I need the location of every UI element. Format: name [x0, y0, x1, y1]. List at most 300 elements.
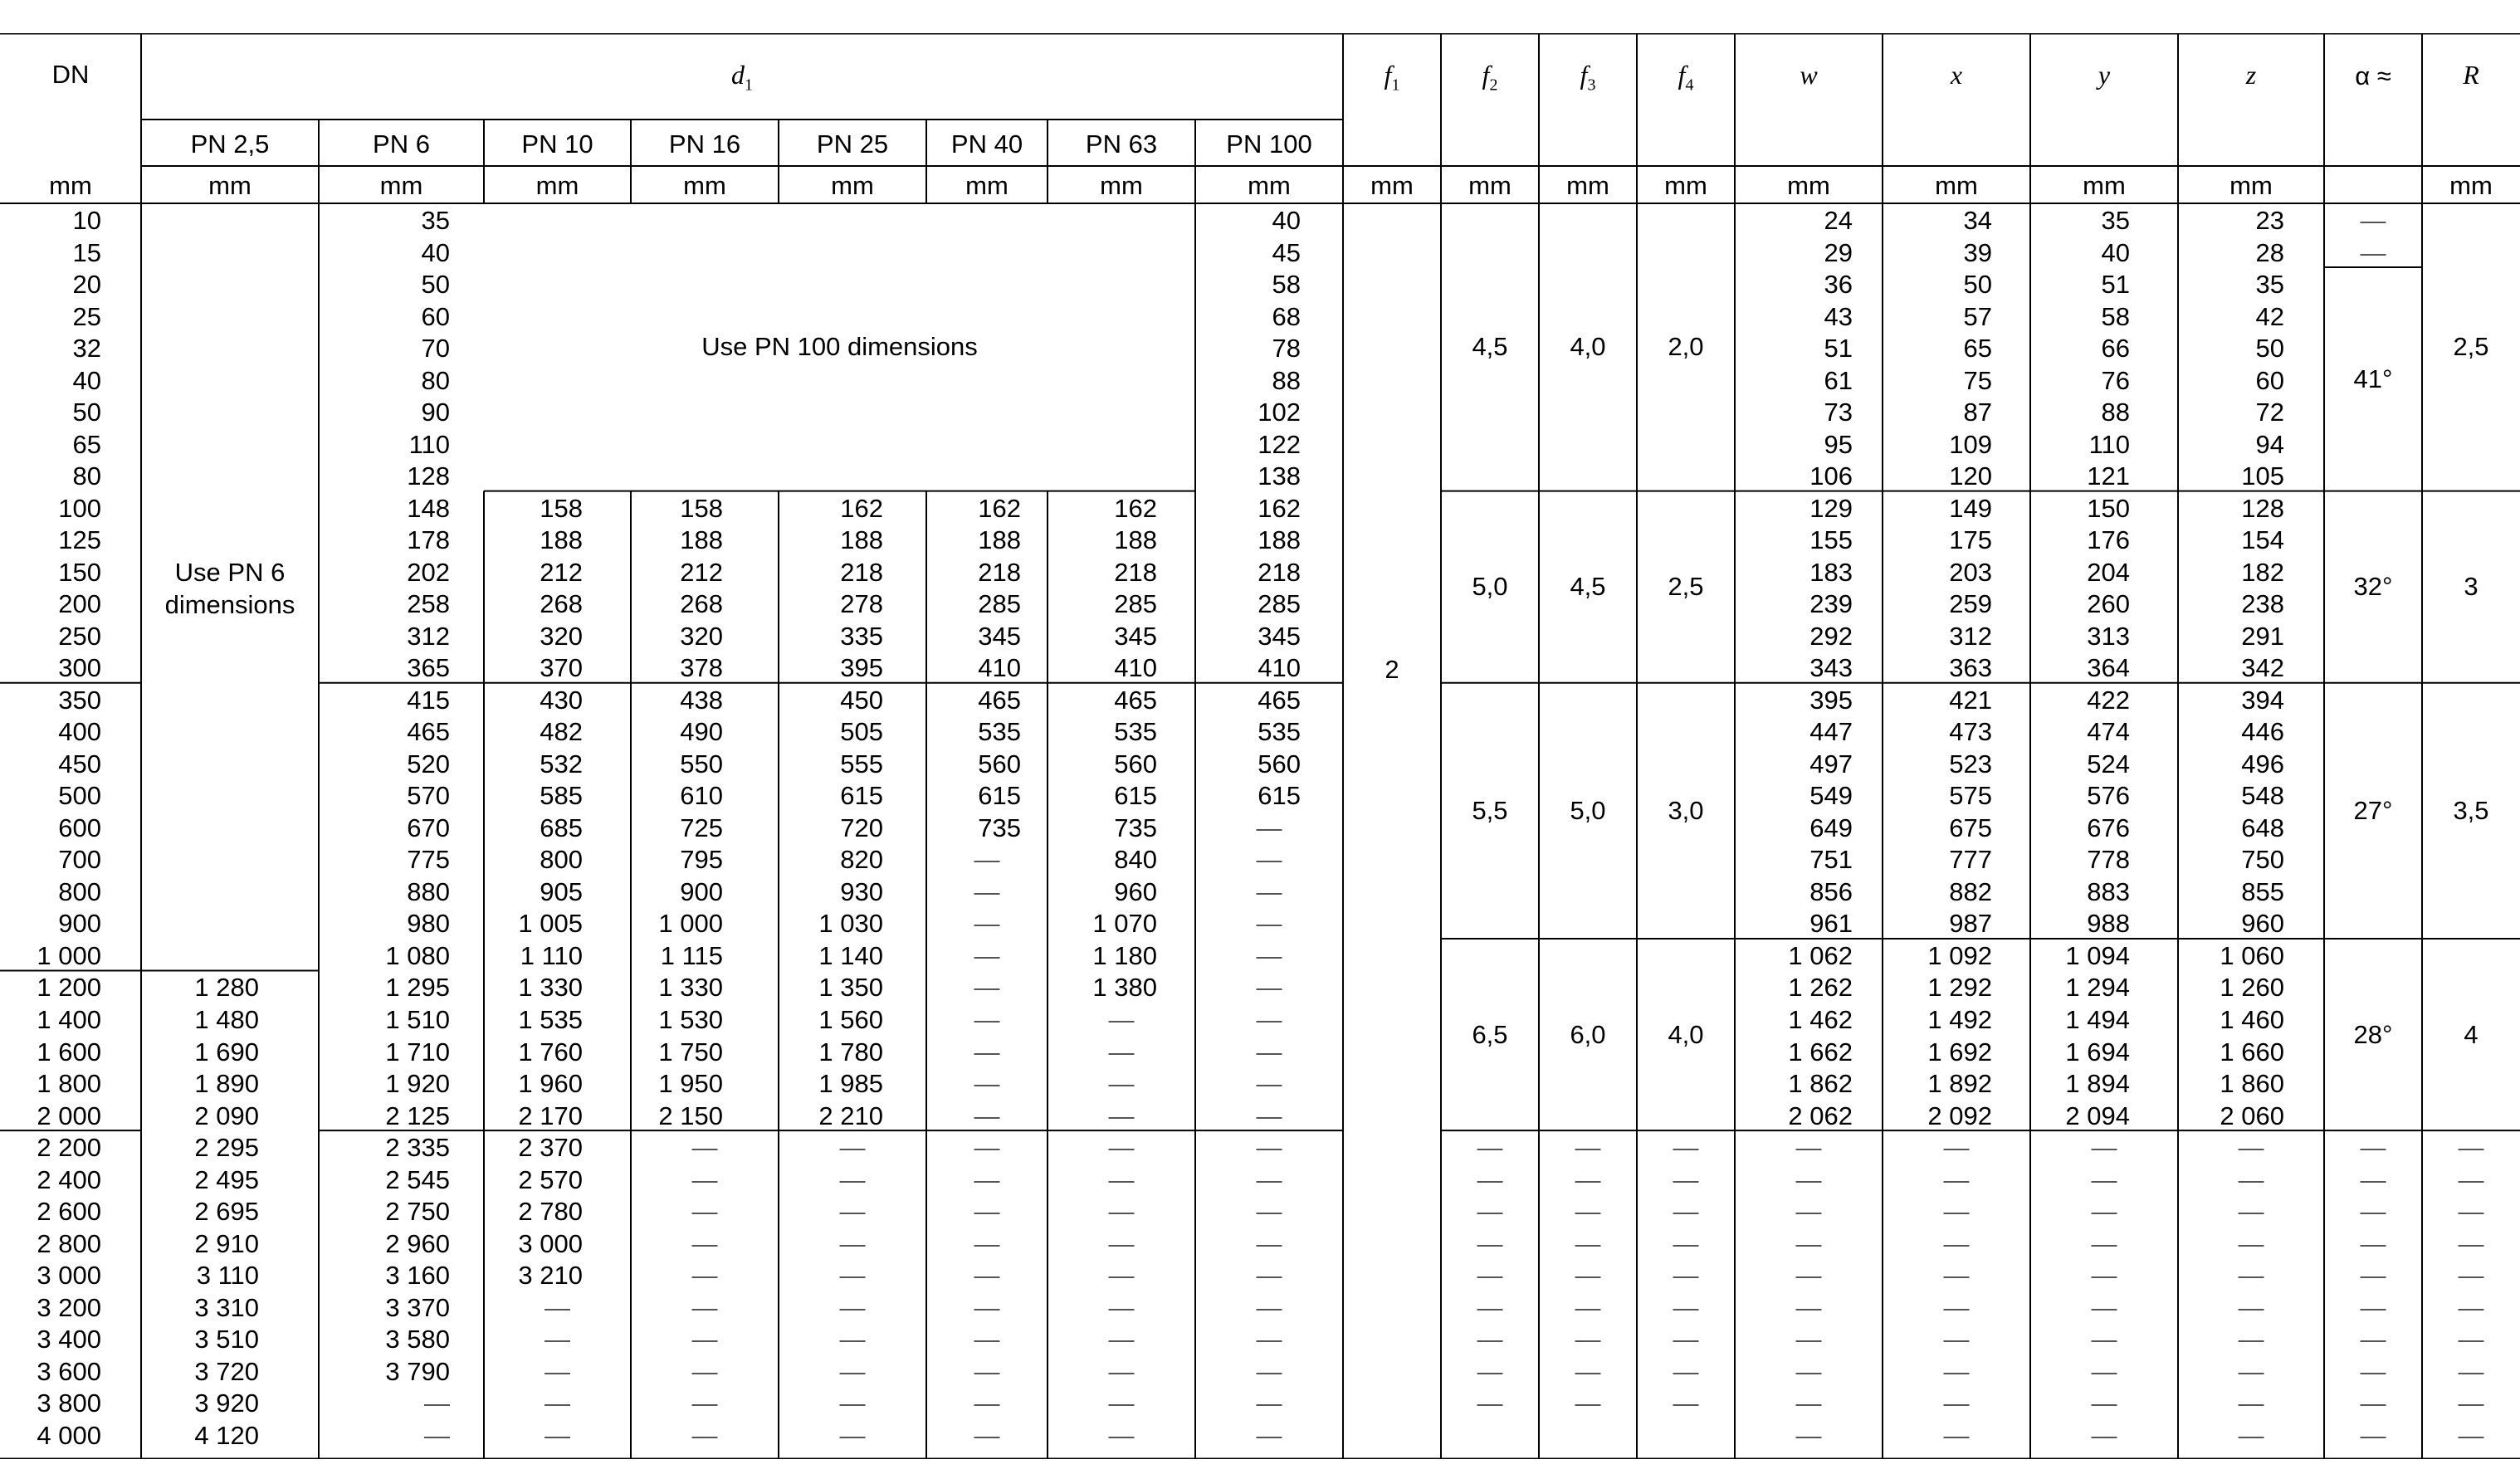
- alpha-value: 27°: [2353, 795, 2393, 825]
- x-value: 109: [1949, 429, 1992, 459]
- pn25col-value: 1 985: [818, 1069, 883, 1099]
- dn-value: 20: [72, 270, 101, 300]
- pn63-value: 1 380: [1092, 973, 1157, 1003]
- pn16-value: 1 115: [660, 940, 723, 970]
- y-value: 121: [2087, 461, 2130, 491]
- R-value: 3: [2464, 572, 2478, 602]
- pn6-value: 670: [407, 813, 450, 842]
- pn10-value: 2 780: [518, 1197, 583, 1227]
- y-dash: —: [2091, 1228, 2117, 1258]
- w-value: 395: [1809, 685, 1853, 715]
- pn6-value: 50: [421, 270, 450, 300]
- f-dash: —: [1477, 1133, 1503, 1163]
- dn-value: 1 000: [37, 940, 101, 970]
- x-dash: —: [1943, 1325, 1970, 1354]
- pn25-value: 1 890: [194, 1069, 259, 1099]
- pn100-value: 58: [1272, 270, 1301, 300]
- unit-label: mm: [208, 171, 252, 200]
- dn-value: 3 000: [37, 1261, 101, 1291]
- y-dash: —: [2091, 1292, 2117, 1322]
- unit-label: mm: [49, 171, 92, 200]
- x-value: 882: [1949, 876, 1992, 906]
- y-value: 76: [2101, 365, 2130, 395]
- pn6-value: 1 710: [385, 1037, 450, 1066]
- dn-value: 350: [58, 685, 101, 715]
- z-value: 128: [2241, 493, 2284, 523]
- pn10-value: 585: [540, 781, 583, 811]
- pn100-value: 162: [1258, 493, 1301, 523]
- pn63-value: —: [1108, 1228, 1135, 1258]
- pn16-value: 438: [680, 685, 723, 715]
- pn6-value: 1 295: [385, 973, 450, 1003]
- pn40-value: —: [974, 1164, 1000, 1194]
- f4-value: 2,0: [1668, 332, 1704, 362]
- pn25col-value: 820: [840, 845, 883, 875]
- w-value: 447: [1809, 717, 1853, 747]
- pn16-value: 1 000: [658, 909, 723, 939]
- pn63-value: 960: [1114, 876, 1157, 906]
- w-dash: —: [1795, 1325, 1822, 1354]
- f-dash: —: [1575, 1261, 1601, 1291]
- alpha-r-dash: —: [2360, 1389, 2386, 1418]
- pn25col-value: 1 140: [818, 940, 883, 970]
- pn6-value: 60: [421, 301, 450, 331]
- alpha-dash: —: [2360, 206, 2386, 235]
- f3-value: 4,0: [1570, 332, 1606, 362]
- w-value: 51: [1824, 334, 1853, 364]
- x-value: 777: [1949, 845, 1992, 875]
- y-value: 313: [2087, 621, 2130, 651]
- dn-value: 4 000: [37, 1420, 101, 1450]
- unit-label: mm: [1935, 171, 1978, 200]
- pn16-value: 188: [680, 525, 723, 555]
- dn-value: 1 400: [37, 1005, 101, 1034]
- pn40-value: —: [974, 1228, 1000, 1258]
- pn6-value: 2 960: [385, 1228, 450, 1258]
- dn-value: 2 400: [37, 1164, 101, 1194]
- y-value: 66: [2101, 334, 2130, 364]
- pn100-value: 122: [1258, 429, 1301, 459]
- pn25col-value: —: [839, 1420, 866, 1450]
- pn6-value: 415: [407, 685, 450, 715]
- pn100-value: —: [1256, 1292, 1282, 1322]
- dn-value: 3 400: [37, 1325, 101, 1354]
- dimension-table: [0, 33, 2520, 1459]
- z-value: 238: [2241, 589, 2284, 619]
- pn25col-value: 1 350: [818, 973, 883, 1003]
- alpha-r-dash: —: [2458, 1133, 2484, 1163]
- f2-value: 5,5: [1472, 795, 1508, 825]
- pn63-value: 345: [1114, 621, 1157, 651]
- z-value: 154: [2241, 525, 2284, 555]
- x-value: 50: [1963, 270, 1992, 300]
- alpha-r-dash: —: [2458, 1420, 2484, 1450]
- pn40-value: —: [974, 1101, 1000, 1130]
- pn63-value: —: [1108, 1164, 1135, 1194]
- f4-value: 3,0: [1668, 795, 1704, 825]
- pn-label: PN 16: [668, 129, 741, 159]
- pn63-value: 1 180: [1092, 940, 1157, 970]
- pn-label: PN 25: [816, 129, 889, 159]
- header-f3: $f_3$: [1580, 60, 1596, 95]
- z-dash: —: [2238, 1228, 2264, 1258]
- f3-value: 4,5: [1570, 572, 1606, 602]
- pn63-value: —: [1108, 1037, 1135, 1066]
- pn63-value: 410: [1114, 653, 1157, 683]
- f2-value: 6,5: [1472, 1019, 1508, 1049]
- pn100-value: —: [1256, 1325, 1282, 1354]
- pn40-value: 285: [978, 589, 1021, 619]
- alpha-r-dash: —: [2458, 1261, 2484, 1291]
- x-value: 34: [1963, 206, 1992, 235]
- pn40-value: 345: [978, 621, 1021, 651]
- pn25col-value: 450: [840, 685, 883, 715]
- w-value: 751: [1809, 845, 1853, 875]
- y-value: 988: [2087, 909, 2130, 939]
- f-dash: —: [1673, 1197, 1699, 1227]
- pn16-value: 268: [680, 589, 723, 619]
- z-value: 960: [2241, 909, 2284, 939]
- w-value: 549: [1809, 781, 1853, 811]
- z-value: 342: [2241, 653, 2284, 683]
- pn-label: PN 6: [373, 129, 430, 159]
- pn10-value: —: [545, 1356, 570, 1386]
- pn63-value: 840: [1114, 845, 1157, 875]
- pn16-value: —: [691, 1228, 718, 1258]
- pn25col-value: 1 030: [818, 909, 883, 939]
- pn6-value: 3 370: [385, 1292, 450, 1322]
- pn16-value: 610: [680, 781, 723, 811]
- pn6-value: —: [424, 1389, 450, 1418]
- pn63-value: —: [1108, 1389, 1135, 1418]
- alpha-r-dash: —: [2458, 1292, 2484, 1322]
- pn6-value: 775: [407, 845, 450, 875]
- pn25-value: 1 280: [194, 973, 259, 1003]
- f-dash: —: [1673, 1164, 1699, 1194]
- alpha-value: 32°: [2353, 572, 2393, 602]
- pn63-value: 188: [1114, 525, 1157, 555]
- x-dash: —: [1943, 1228, 1970, 1258]
- x-value: 2 092: [1927, 1101, 1992, 1130]
- y-value: 676: [2087, 813, 2130, 842]
- unit-label: mm: [1468, 171, 1512, 200]
- pn25-value: 3 920: [194, 1389, 259, 1418]
- z-value: 855: [2241, 876, 2284, 906]
- x-value: 987: [1949, 909, 1992, 939]
- f3-value: 5,0: [1570, 795, 1606, 825]
- pn25-value: 1 480: [194, 1005, 259, 1034]
- pn16-value: —: [691, 1164, 718, 1194]
- pn63-value: 1 070: [1092, 909, 1157, 939]
- pn6-value: 258: [407, 589, 450, 619]
- pn100-value: —: [1256, 1228, 1282, 1258]
- pn63-value: —: [1108, 1261, 1135, 1291]
- pn100-value: 345: [1258, 621, 1301, 651]
- f2-value: 5,0: [1472, 572, 1508, 602]
- pn-label: PN 63: [1085, 129, 1158, 159]
- alpha-r-dash: —: [2458, 1197, 2484, 1227]
- alpha-r-dash: —: [2360, 1133, 2386, 1163]
- alpha-r-dash: —: [2360, 1164, 2386, 1194]
- pn25col-value: —: [839, 1261, 866, 1291]
- pn16-value: 550: [680, 749, 723, 778]
- y-value: 40: [2101, 237, 2130, 267]
- pn25-value: 1 690: [194, 1037, 259, 1066]
- pn63-value: —: [1108, 1101, 1135, 1130]
- pn6-value: 312: [407, 621, 450, 651]
- pn100-value: 138: [1258, 461, 1301, 491]
- z-value: 42: [2255, 301, 2284, 331]
- pn16-value: 320: [680, 621, 723, 651]
- pn100-value: —: [1256, 1261, 1282, 1291]
- w-value: 61: [1824, 365, 1853, 395]
- w-dash: —: [1795, 1261, 1822, 1291]
- pn10-value: 158: [540, 493, 583, 523]
- y-value: 110: [2088, 429, 2130, 459]
- pn40-value: —: [974, 1133, 1000, 1163]
- z-value: 2 060: [2220, 1101, 2284, 1130]
- pn16-value: —: [691, 1389, 718, 1418]
- pn100-value: 285: [1258, 589, 1301, 619]
- dn-value: 25: [72, 301, 101, 331]
- pn6-value: 1 510: [385, 1005, 450, 1034]
- pn10-value: 482: [540, 717, 583, 747]
- x-value: 421: [1949, 685, 1992, 715]
- w-value: 856: [1809, 876, 1853, 906]
- pn25col-value: 615: [840, 781, 883, 811]
- f-dash: —: [1673, 1389, 1699, 1418]
- pn25col-value: 335: [840, 621, 883, 651]
- pn25col-value: —: [839, 1133, 866, 1163]
- pn63-value: 615: [1114, 781, 1157, 811]
- pn10-value: 2 370: [518, 1133, 583, 1163]
- alpha-r-dash: —: [2458, 1356, 2484, 1386]
- x-value: 1 092: [1927, 940, 1992, 970]
- pn40-value: —: [974, 909, 1000, 939]
- pn6-value: 980: [407, 909, 450, 939]
- pn25col-value: —: [839, 1325, 866, 1354]
- x-value: 65: [1963, 334, 1992, 364]
- x-dash: —: [1943, 1133, 1970, 1163]
- pn100-value: 102: [1258, 398, 1301, 427]
- f-dash: —: [1575, 1197, 1601, 1227]
- x-value: 473: [1949, 717, 1992, 747]
- w-value: 155: [1809, 525, 1853, 555]
- pn40-value: 560: [978, 749, 1021, 778]
- pn25-value: 2 295: [194, 1133, 259, 1163]
- pn63-value: 465: [1114, 685, 1157, 715]
- pn16-value: —: [691, 1261, 718, 1291]
- unit-label: mm: [965, 171, 1008, 200]
- f-dash: —: [1673, 1133, 1699, 1163]
- f-dash: —: [1575, 1228, 1601, 1258]
- header-R: R: [2463, 60, 2479, 90]
- pn10-value: 2 170: [518, 1101, 583, 1130]
- pn16-value: 158: [680, 493, 723, 523]
- pn100-value: —: [1256, 940, 1282, 970]
- pn10-value: —: [545, 1420, 570, 1450]
- w-value: 95: [1824, 429, 1853, 459]
- z-value: 105: [2241, 461, 2284, 491]
- R-value: 4: [2464, 1019, 2478, 1049]
- z-dash: —: [2238, 1325, 2264, 1354]
- w-value: 183: [1809, 557, 1853, 587]
- y-dash: —: [2091, 1325, 2117, 1354]
- pn10-value: 212: [540, 557, 583, 587]
- pn6-value: —: [424, 1420, 450, 1450]
- pn6-value: 3 160: [385, 1261, 450, 1291]
- z-value: 35: [2255, 270, 2284, 300]
- pn25col-value: —: [839, 1228, 866, 1258]
- dn-value: 500: [58, 781, 101, 811]
- pn63-value: —: [1108, 1292, 1135, 1322]
- pn6-value: 35: [421, 206, 450, 235]
- f-dash: —: [1477, 1389, 1503, 1418]
- pn25-value: 2 695: [194, 1197, 259, 1227]
- w-value: 29: [1824, 237, 1853, 267]
- alpha-r-dash: —: [2458, 1325, 2484, 1354]
- alpha-r-dash: —: [2458, 1164, 2484, 1194]
- y-value: 1 894: [2065, 1069, 2130, 1099]
- dn-value: 100: [58, 493, 101, 523]
- z-dash: —: [2238, 1133, 2264, 1163]
- f-dash: —: [1575, 1356, 1601, 1386]
- x-value: 363: [1949, 653, 1992, 683]
- alpha-value: 28°: [2353, 1019, 2393, 1049]
- pn40-value: 735: [978, 813, 1021, 842]
- unit-label: mm: [535, 171, 579, 200]
- pn100-value: —: [1256, 1069, 1282, 1099]
- pn40-value: 535: [978, 717, 1021, 747]
- pn40-value: —: [974, 1069, 1000, 1099]
- w-value: 239: [1809, 589, 1853, 619]
- w-value: 961: [1809, 909, 1853, 939]
- pn6-value: 570: [407, 781, 450, 811]
- w-value: 1 862: [1788, 1069, 1853, 1099]
- pn-label: PN 40: [950, 129, 1023, 159]
- header-d1: $d_1$: [731, 60, 753, 95]
- pn6-value: 3 580: [385, 1325, 450, 1354]
- pn10-value: 1 110: [520, 940, 583, 970]
- pn100-value: —: [1256, 973, 1282, 1003]
- pn6-value: 465: [407, 717, 450, 747]
- header-z: z: [2245, 60, 2257, 90]
- alpha-r-dash: —: [2360, 1228, 2386, 1258]
- pn100-value: 40: [1272, 206, 1301, 235]
- pn16-value: 795: [680, 845, 723, 875]
- alpha-dash: —: [2360, 237, 2386, 267]
- dn-value: 2 600: [37, 1197, 101, 1227]
- pn40-value: —: [974, 973, 1000, 1003]
- x-value: 575: [1949, 781, 1992, 811]
- header-f2: $f_2$: [1482, 60, 1498, 95]
- pn6-value: 3 790: [385, 1356, 450, 1386]
- pn10-value: 2 570: [518, 1164, 583, 1194]
- pn6-value: 40: [421, 237, 450, 267]
- pn63-value: 218: [1114, 557, 1157, 587]
- pn6-value: 110: [408, 429, 450, 459]
- use-pn6-note-line1: Use PN 6: [174, 558, 286, 587]
- f-dash: —: [1673, 1356, 1699, 1386]
- pn63-value: 285: [1114, 589, 1157, 619]
- y-value: 1 694: [2065, 1037, 2130, 1066]
- pn25-value: 4 120: [194, 1420, 259, 1450]
- f3-value: 6,0: [1570, 1019, 1606, 1049]
- pn100-value: 560: [1258, 749, 1301, 778]
- pn100-value: 45: [1272, 237, 1301, 267]
- pn63-value: —: [1108, 1197, 1135, 1227]
- pn100-value: 465: [1258, 685, 1301, 715]
- z-dash: —: [2238, 1356, 2264, 1386]
- alpha-r-dash: —: [2360, 1197, 2386, 1227]
- unit-label: mm: [1664, 171, 1707, 200]
- pn16-value: —: [691, 1325, 718, 1354]
- alpha-r-dash: —: [2458, 1389, 2484, 1418]
- pn10-value: 685: [540, 813, 583, 842]
- z-value: 548: [2241, 781, 2284, 811]
- pn25col-value: 2 210: [818, 1101, 883, 1130]
- pn40-value: —: [974, 1261, 1000, 1291]
- pn16-value: —: [691, 1133, 718, 1163]
- z-value: 94: [2255, 429, 2284, 459]
- pn40-value: 162: [978, 493, 1021, 523]
- header-w: w: [1800, 60, 1818, 90]
- y-dash: —: [2091, 1356, 2117, 1386]
- pn16-value: 1 750: [658, 1037, 723, 1066]
- dn-value: 1 600: [37, 1037, 101, 1066]
- y-dash: —: [2091, 1420, 2117, 1450]
- f-dash: —: [1477, 1164, 1503, 1194]
- w-dash: —: [1795, 1292, 1822, 1322]
- y-value: 260: [2087, 589, 2130, 619]
- y-value: 576: [2087, 781, 2130, 811]
- y-value: 35: [2101, 206, 2130, 235]
- pn63-value: —: [1108, 1356, 1135, 1386]
- x-value: 75: [1963, 365, 1992, 395]
- dn-value: 400: [58, 717, 101, 747]
- w-dash: —: [1795, 1228, 1822, 1258]
- pn100-value: —: [1256, 876, 1282, 906]
- pn16-value: 2 150: [658, 1101, 723, 1130]
- pn16-value: —: [691, 1420, 718, 1450]
- unit-label: mm: [683, 171, 726, 200]
- pn16-value: —: [691, 1292, 718, 1322]
- pn63-value: —: [1108, 1325, 1135, 1354]
- pn25col-value: 930: [840, 876, 883, 906]
- header-f4: $f_4$: [1678, 60, 1694, 95]
- y-value: 51: [2101, 270, 2130, 300]
- f-dash: —: [1575, 1325, 1601, 1354]
- pn10-value: 188: [540, 525, 583, 555]
- w-dash: —: [1795, 1164, 1822, 1194]
- pn25col-value: 1 780: [818, 1037, 883, 1066]
- dn-value: 3 200: [37, 1292, 101, 1322]
- z-dash: —: [2238, 1261, 2264, 1291]
- pn6-value: 70: [421, 334, 450, 364]
- pn25-value: 2 910: [194, 1228, 259, 1258]
- pn6-value: 148: [407, 493, 450, 523]
- use-pn6-note-line2: dimensions: [164, 590, 295, 619]
- z-value: 394: [2241, 685, 2284, 715]
- z-value: 1 860: [2220, 1069, 2284, 1099]
- dn-value: 10: [72, 206, 101, 235]
- pn40-value: —: [974, 1325, 1000, 1354]
- pn25col-value: 395: [840, 653, 883, 683]
- pn25col-value: —: [839, 1292, 866, 1322]
- f-dash: —: [1673, 1325, 1699, 1354]
- dn-value: 1 800: [37, 1069, 101, 1099]
- pn25col-value: 1 560: [818, 1005, 883, 1034]
